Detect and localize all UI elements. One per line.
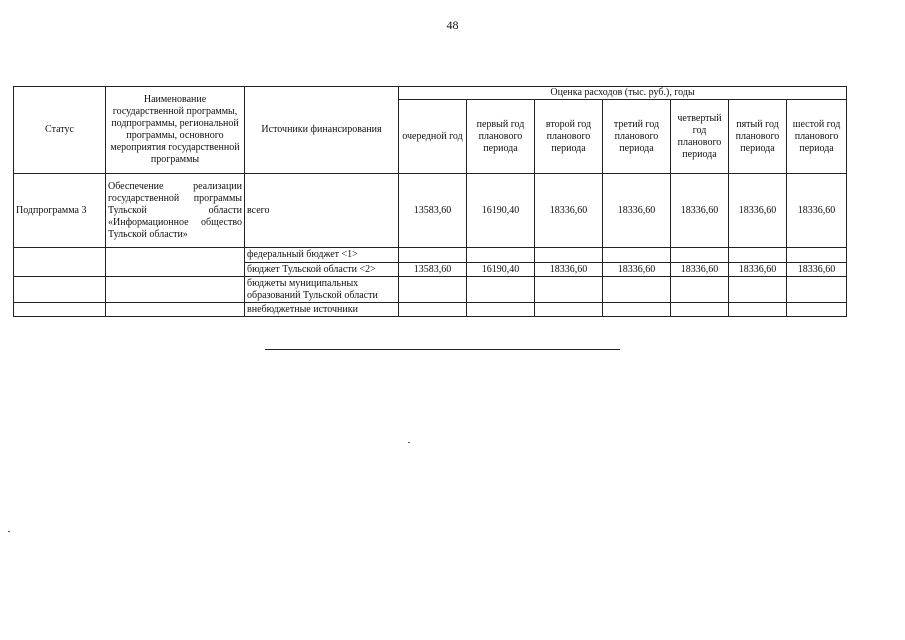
header-status: Статус (14, 87, 106, 174)
value-cell (729, 303, 787, 317)
scan-speck (408, 442, 410, 443)
name-cell: Обеспечение реализации государственной программы Тульской области «Информационное общество Тульской области» (106, 174, 245, 248)
value-cell: 18336,60 (787, 263, 847, 277)
header-source: Источники финансирования (245, 87, 399, 174)
value-cell: 18336,60 (729, 174, 787, 248)
source-cell: внебюджетные источники (245, 303, 399, 317)
value-cell (467, 248, 535, 263)
value-cell (787, 303, 847, 317)
value-cell (671, 303, 729, 317)
status-cell (14, 277, 106, 303)
status-cell (14, 303, 106, 317)
header-expenses-group: Оценка расходов (тыс. руб.), годы (399, 87, 847, 100)
name-cell (106, 248, 245, 277)
table-row (14, 174, 847, 248)
value-cell (467, 303, 535, 317)
value-cell: 18336,60 (729, 263, 787, 277)
value-cell (787, 277, 847, 303)
value-cell (535, 277, 603, 303)
value-cell (399, 303, 467, 317)
value-cell: 18336,60 (603, 263, 671, 277)
value-cell: 18336,60 (603, 174, 671, 248)
value-cell: 13583,60 (399, 174, 467, 248)
header-year-6: шестой год планового периода (787, 100, 847, 174)
status-cell (14, 248, 106, 277)
name-cell (106, 303, 245, 317)
value-cell (671, 248, 729, 263)
value-cell: 16190,40 (467, 263, 535, 277)
budget-table (13, 86, 847, 317)
value-cell (787, 248, 847, 263)
source-cell: бюджет Тульской области <2> (245, 263, 399, 277)
value-cell (729, 277, 787, 303)
value-cell (671, 277, 729, 303)
value-cell (603, 277, 671, 303)
value-cell: 16190,40 (467, 174, 535, 248)
table-row (14, 277, 847, 303)
header-year-1: первый год планового периода (467, 100, 535, 174)
value-cell (535, 248, 603, 263)
scan-speck (8, 531, 10, 532)
value-cell (399, 248, 467, 263)
header-year-4: четвертый год планового периода (671, 100, 729, 174)
value-cell (729, 248, 787, 263)
status-cell: Подпрограмма 3 (14, 174, 106, 248)
source-cell: федеральный бюджет <1> (245, 248, 399, 263)
header-year-0: очередной год (399, 100, 467, 174)
name-cell (106, 277, 245, 303)
value-cell (467, 277, 535, 303)
header-year-2: второй год планового периода (535, 100, 603, 174)
source-cell: бюджеты муниципальных образований Тульской области (245, 277, 399, 303)
footnote-divider (265, 349, 620, 350)
value-cell: 18336,60 (671, 174, 729, 248)
value-cell: 18336,60 (535, 174, 603, 248)
header-name: Наименование государственной программы, подпрограммы, региональной программы, основного мероприятия государственной программы (106, 87, 245, 174)
page-number: 48 (446, 18, 459, 32)
value-cell: 18336,60 (671, 263, 729, 277)
value-cell: 13583,60 (399, 263, 467, 277)
header-year-5: пятый год планового периода (729, 100, 787, 174)
table-row (14, 248, 847, 263)
value-cell (603, 248, 671, 263)
value-cell (603, 303, 671, 317)
value-cell (535, 303, 603, 317)
table-row (14, 303, 847, 317)
source-cell: всего (245, 174, 399, 248)
value-cell: 18336,60 (535, 263, 603, 277)
value-cell: 18336,60 (787, 174, 847, 248)
value-cell (399, 277, 467, 303)
header-year-3: третий год планового периода (603, 100, 671, 174)
